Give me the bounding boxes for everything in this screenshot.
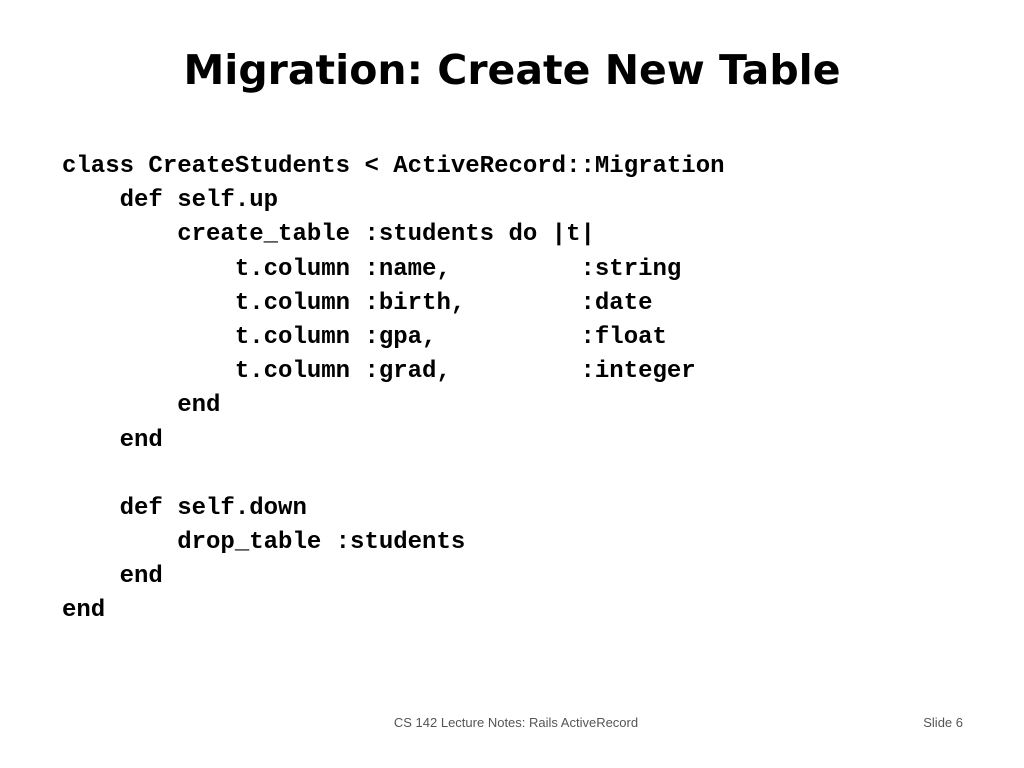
code-line: t.column :name, :string	[62, 255, 682, 283]
code-line: end	[62, 426, 163, 454]
code-line: drop_table :students	[62, 529, 466, 557]
footer-course-title: CS 142 Lecture Notes: Rails ActiveRecord	[393, 715, 639, 730]
code-line: t.column :birth, :date	[62, 289, 653, 317]
code-line-blank	[62, 458, 725, 492]
code-line: class CreateStudents < ActiveRecord::Migration	[62, 153, 725, 180]
code-block	[62, 150, 725, 629]
footer-slide-number: Slide 6	[923, 715, 963, 730]
code-line: end	[62, 597, 106, 625]
code-line: t.column :gpa, :float	[62, 323, 667, 351]
code-line: t.column :grad, :integer	[62, 358, 696, 386]
code-line: end	[62, 392, 221, 420]
code-line: end	[62, 563, 163, 591]
code-line: def self.up	[62, 187, 279, 215]
code-line: create_table :students do |t|	[62, 221, 595, 249]
code-line: def self.down	[62, 494, 307, 522]
slide-title: Migration: Create New Table	[183, 46, 841, 94]
